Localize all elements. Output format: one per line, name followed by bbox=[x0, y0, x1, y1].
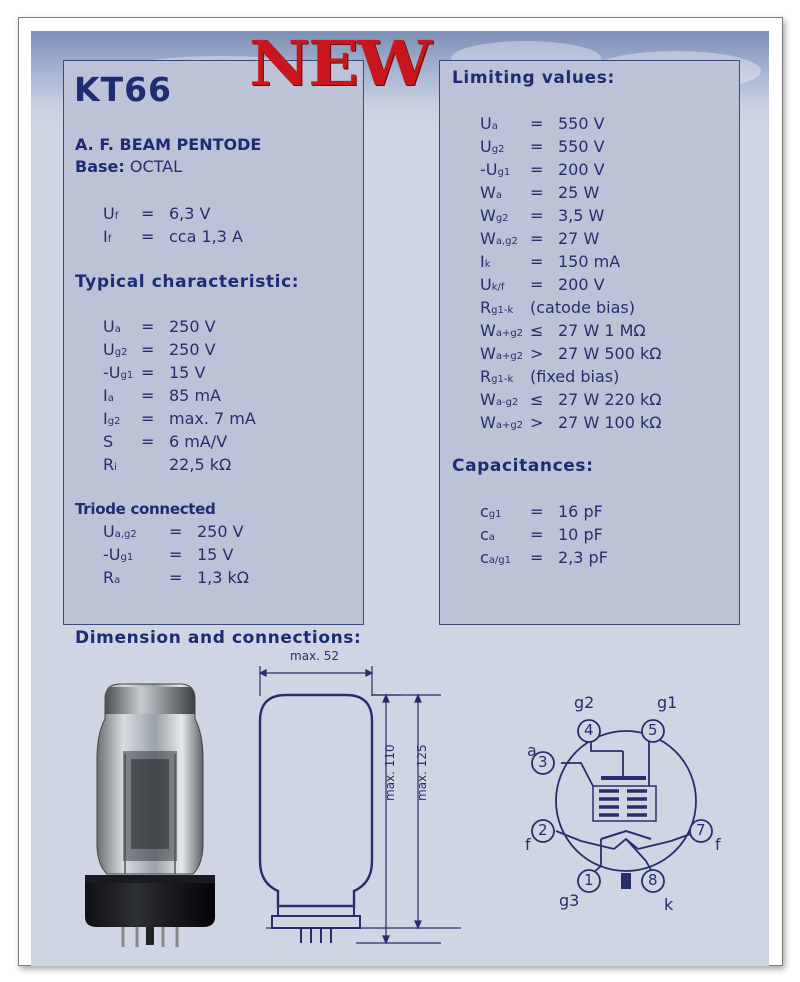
spec-symbol-main: -U bbox=[480, 160, 498, 179]
new-badge: NEW bbox=[249, 31, 430, 100]
spec-operator: > bbox=[530, 413, 544, 432]
spec-symbol bbox=[103, 317, 121, 336]
spec-symbol-main: I bbox=[103, 227, 108, 246]
spec-value: 250 V bbox=[169, 317, 216, 336]
height-125-label: max. 125 bbox=[415, 744, 429, 801]
spec-operator: = bbox=[141, 204, 155, 223]
spec-symbol-main: -U bbox=[103, 545, 121, 564]
spec-value: max. 7 mA bbox=[169, 409, 256, 428]
spec-operator: = bbox=[141, 363, 155, 382]
spec-value: 550 V bbox=[558, 114, 605, 133]
base-line bbox=[75, 157, 182, 176]
spec-value: 27 W bbox=[558, 229, 600, 248]
spec-value: 15 V bbox=[169, 363, 206, 382]
spec-symbol bbox=[480, 525, 495, 544]
datasheet-page bbox=[31, 31, 769, 966]
spec-symbol-subscript: a bbox=[107, 393, 114, 404]
spec-symbol bbox=[103, 568, 120, 587]
spec-symbol-main: I bbox=[103, 386, 108, 405]
spec-symbol-subscript: g2 bbox=[495, 213, 509, 224]
spec-value: (fixed bias) bbox=[530, 367, 620, 386]
spec-symbol bbox=[103, 204, 118, 223]
spec-symbol-subscript: g1 bbox=[488, 509, 502, 520]
spec-symbol bbox=[480, 114, 498, 133]
pin-1-number: 1 bbox=[584, 871, 594, 889]
base-value: OCTAL bbox=[129, 157, 183, 176]
spec-symbol-subscript: a-g2 bbox=[495, 397, 519, 408]
spec-symbol bbox=[103, 432, 113, 451]
spec-symbol-main: U bbox=[103, 340, 115, 359]
pin-4-number: 4 bbox=[584, 721, 594, 739]
spec-symbol bbox=[480, 252, 491, 271]
spec-symbol-main: c bbox=[480, 548, 489, 567]
spec-symbol-subscript: i bbox=[114, 462, 117, 473]
spec-symbol bbox=[480, 206, 509, 225]
spec-symbol-subscript: a bbox=[491, 121, 498, 132]
spec-operator: = bbox=[530, 206, 544, 225]
spec-value: 6,3 V bbox=[169, 204, 211, 223]
spec-symbol bbox=[480, 137, 504, 156]
pin-8-number: 8 bbox=[648, 871, 658, 889]
spec-operator: = bbox=[141, 227, 155, 246]
spec-operator: = bbox=[141, 432, 155, 451]
spec-operator: = bbox=[530, 137, 544, 156]
spec-operator: = bbox=[169, 522, 183, 541]
spec-operator: = bbox=[141, 340, 155, 359]
pin-2-label: f bbox=[525, 835, 531, 854]
spec-symbol-subscript: a,g2 bbox=[495, 236, 518, 247]
spec-symbol-main: R bbox=[103, 455, 115, 474]
spec-symbol-subscript: g1 bbox=[120, 370, 134, 381]
spec-symbol bbox=[480, 183, 502, 202]
spec-value: 250 V bbox=[197, 522, 244, 541]
spec-symbol bbox=[480, 502, 502, 521]
spec-symbol bbox=[480, 344, 523, 363]
pin-1-label: g3 bbox=[559, 891, 580, 910]
spec-symbol-main: U bbox=[103, 522, 115, 541]
pin-2-number: 2 bbox=[538, 821, 548, 839]
spec-symbol-subscript: a,g2 bbox=[114, 529, 137, 540]
spec-value: 150 mA bbox=[558, 252, 621, 271]
spec-value: 27 W 1 MΩ bbox=[558, 321, 646, 340]
width-dimension-label: max. 52 bbox=[290, 649, 340, 663]
spec-symbol-subscript: g1-k bbox=[491, 374, 514, 385]
spec-symbol-subscript: a bbox=[114, 324, 121, 335]
spec-operator: = bbox=[169, 568, 183, 587]
spec-symbol-main: W bbox=[480, 413, 496, 432]
pin-4-label: g2 bbox=[574, 693, 595, 712]
spec-symbol-subscript: a+g2 bbox=[495, 351, 524, 362]
spec-operator: = bbox=[530, 525, 544, 544]
spec-value: 16 pF bbox=[558, 502, 603, 521]
spec-symbol bbox=[480, 367, 513, 386]
spec-symbol-subscript: g1 bbox=[497, 167, 511, 178]
spec-symbol bbox=[480, 413, 523, 432]
triode-title: Triode connected bbox=[75, 500, 216, 518]
spec-operator: = bbox=[530, 229, 544, 248]
tube-model-title: KT66 bbox=[74, 70, 173, 109]
spec-symbol-main: U bbox=[480, 114, 492, 133]
pin-8-label: k bbox=[664, 895, 674, 914]
spec-value: 85 mA bbox=[169, 386, 221, 405]
spec-operator: = bbox=[169, 545, 183, 564]
spec-symbol-main: W bbox=[480, 390, 496, 409]
spec-symbol bbox=[480, 160, 510, 179]
spec-value: (catode bias) bbox=[530, 298, 635, 317]
pin-3-label: a bbox=[527, 741, 537, 760]
spec-operator: = bbox=[530, 502, 544, 521]
pin-7-number: 7 bbox=[696, 821, 706, 839]
height-110-label: max. 110 bbox=[383, 744, 397, 801]
spec-operator: = bbox=[530, 548, 544, 567]
spec-value: 1,3 kΩ bbox=[197, 568, 250, 587]
spec-symbol bbox=[480, 548, 511, 567]
spec-symbol-main: c bbox=[480, 502, 489, 521]
spec-operator: = bbox=[530, 160, 544, 179]
spec-operator: = bbox=[530, 275, 544, 294]
tube-photo bbox=[75, 679, 225, 949]
pin-3-number: 3 bbox=[538, 753, 548, 771]
spec-symbol-main: W bbox=[480, 229, 496, 248]
spec-symbol-main: U bbox=[480, 275, 492, 294]
spec-operator: = bbox=[530, 252, 544, 271]
spec-symbol-subscript: g1 bbox=[120, 552, 134, 563]
spec-symbol-subscript: g2 bbox=[491, 144, 505, 155]
spec-symbol bbox=[103, 340, 127, 359]
spec-symbol-subscript: a/g1 bbox=[488, 555, 512, 566]
capacitance-title: Capacitances: bbox=[452, 456, 594, 476]
spec-symbol-subscript: g2 bbox=[114, 347, 128, 358]
spec-symbol-subscript: k/f bbox=[491, 282, 505, 293]
spec-operator: > bbox=[530, 344, 544, 363]
pin-7-label: f bbox=[715, 835, 721, 854]
spec-value: 250 V bbox=[169, 340, 216, 359]
spec-symbol-main: S bbox=[103, 432, 114, 451]
spec-symbol bbox=[103, 386, 114, 405]
spec-value: 2,3 pF bbox=[558, 548, 608, 567]
spec-value: 200 V bbox=[558, 160, 605, 179]
base-label: Base: bbox=[75, 157, 125, 176]
spec-symbol-subscript: a bbox=[488, 532, 495, 543]
spec-symbol-subscript: g2 bbox=[107, 416, 121, 427]
spec-operator: = bbox=[141, 386, 155, 405]
spec-symbol-subscript: g1-k bbox=[491, 305, 514, 316]
spec-operator: = bbox=[530, 183, 544, 202]
spec-symbol bbox=[103, 409, 120, 428]
spec-symbol-main: W bbox=[480, 206, 496, 225]
spec-symbol-subscript: k bbox=[484, 259, 491, 270]
spec-operator: ≤ bbox=[530, 321, 544, 340]
spec-value: 200 V bbox=[558, 275, 605, 294]
spec-symbol bbox=[480, 229, 518, 248]
spec-symbol-subscript: f bbox=[114, 211, 119, 222]
spec-symbol-main: W bbox=[480, 321, 496, 340]
spec-symbol-subscript: a bbox=[114, 575, 121, 586]
pin-5-number: 5 bbox=[648, 721, 658, 739]
spec-value: 3,5 W bbox=[558, 206, 605, 225]
spec-symbol-main: -U bbox=[103, 363, 121, 382]
spec-value: 15 V bbox=[197, 545, 234, 564]
spec-operator: = bbox=[530, 114, 544, 133]
spec-symbol bbox=[103, 522, 137, 541]
spec-symbol-main: U bbox=[480, 137, 492, 156]
dimensions-title: Dimension and connections: bbox=[75, 628, 362, 648]
spec-symbol-main: I bbox=[480, 252, 485, 271]
spec-symbol-subscript: a+g2 bbox=[495, 328, 524, 339]
spec-symbol bbox=[103, 545, 133, 564]
spec-symbol bbox=[103, 227, 111, 246]
spec-value: 25 W bbox=[558, 183, 600, 202]
spec-symbol-subscript: a+g2 bbox=[495, 420, 524, 431]
spec-symbol-main: R bbox=[103, 568, 115, 587]
spec-operator: = bbox=[141, 317, 155, 336]
spec-symbol-main: I bbox=[103, 409, 108, 428]
spec-symbol-main: c bbox=[480, 525, 489, 544]
spec-symbol bbox=[480, 321, 523, 340]
spec-symbol-main: U bbox=[103, 317, 115, 336]
spec-operator: = bbox=[141, 409, 155, 428]
spec-value: 550 V bbox=[558, 137, 605, 156]
spec-symbol-subscript: a bbox=[495, 190, 502, 201]
spec-symbol bbox=[103, 455, 117, 474]
spec-value: 22,5 kΩ bbox=[169, 455, 232, 474]
spec-value: 10 pF bbox=[558, 525, 603, 544]
pin-5-label: g1 bbox=[657, 693, 678, 712]
typical-title: Typical characteristic: bbox=[75, 272, 300, 292]
spec-symbol-main: W bbox=[480, 183, 496, 202]
spec-symbol bbox=[480, 298, 513, 317]
spec-value: 27 W 100 kΩ bbox=[558, 413, 662, 432]
spec-symbol bbox=[103, 363, 133, 382]
spec-symbol bbox=[480, 390, 518, 409]
spec-symbol-subscript: f bbox=[107, 234, 112, 245]
spec-symbol bbox=[480, 275, 504, 294]
spec-operator: ≤ bbox=[530, 390, 544, 409]
spec-symbol-main: R bbox=[480, 367, 492, 386]
tube-type-line: A. F. BEAM PENTODE bbox=[75, 135, 262, 154]
spec-symbol-main: R bbox=[480, 298, 492, 317]
pinout-diagram bbox=[521, 691, 741, 921]
spec-value: 6 mA/V bbox=[169, 432, 228, 451]
spec-symbol-main: U bbox=[103, 204, 115, 223]
limiting-title: Limiting values: bbox=[452, 68, 615, 88]
spec-value: cca 1,3 A bbox=[169, 227, 243, 246]
spec-value: 27 W 220 kΩ bbox=[558, 390, 662, 409]
spec-value: 27 W 500 kΩ bbox=[558, 344, 662, 363]
dimension-drawing bbox=[246, 651, 476, 951]
spec-symbol-main: W bbox=[480, 344, 496, 363]
